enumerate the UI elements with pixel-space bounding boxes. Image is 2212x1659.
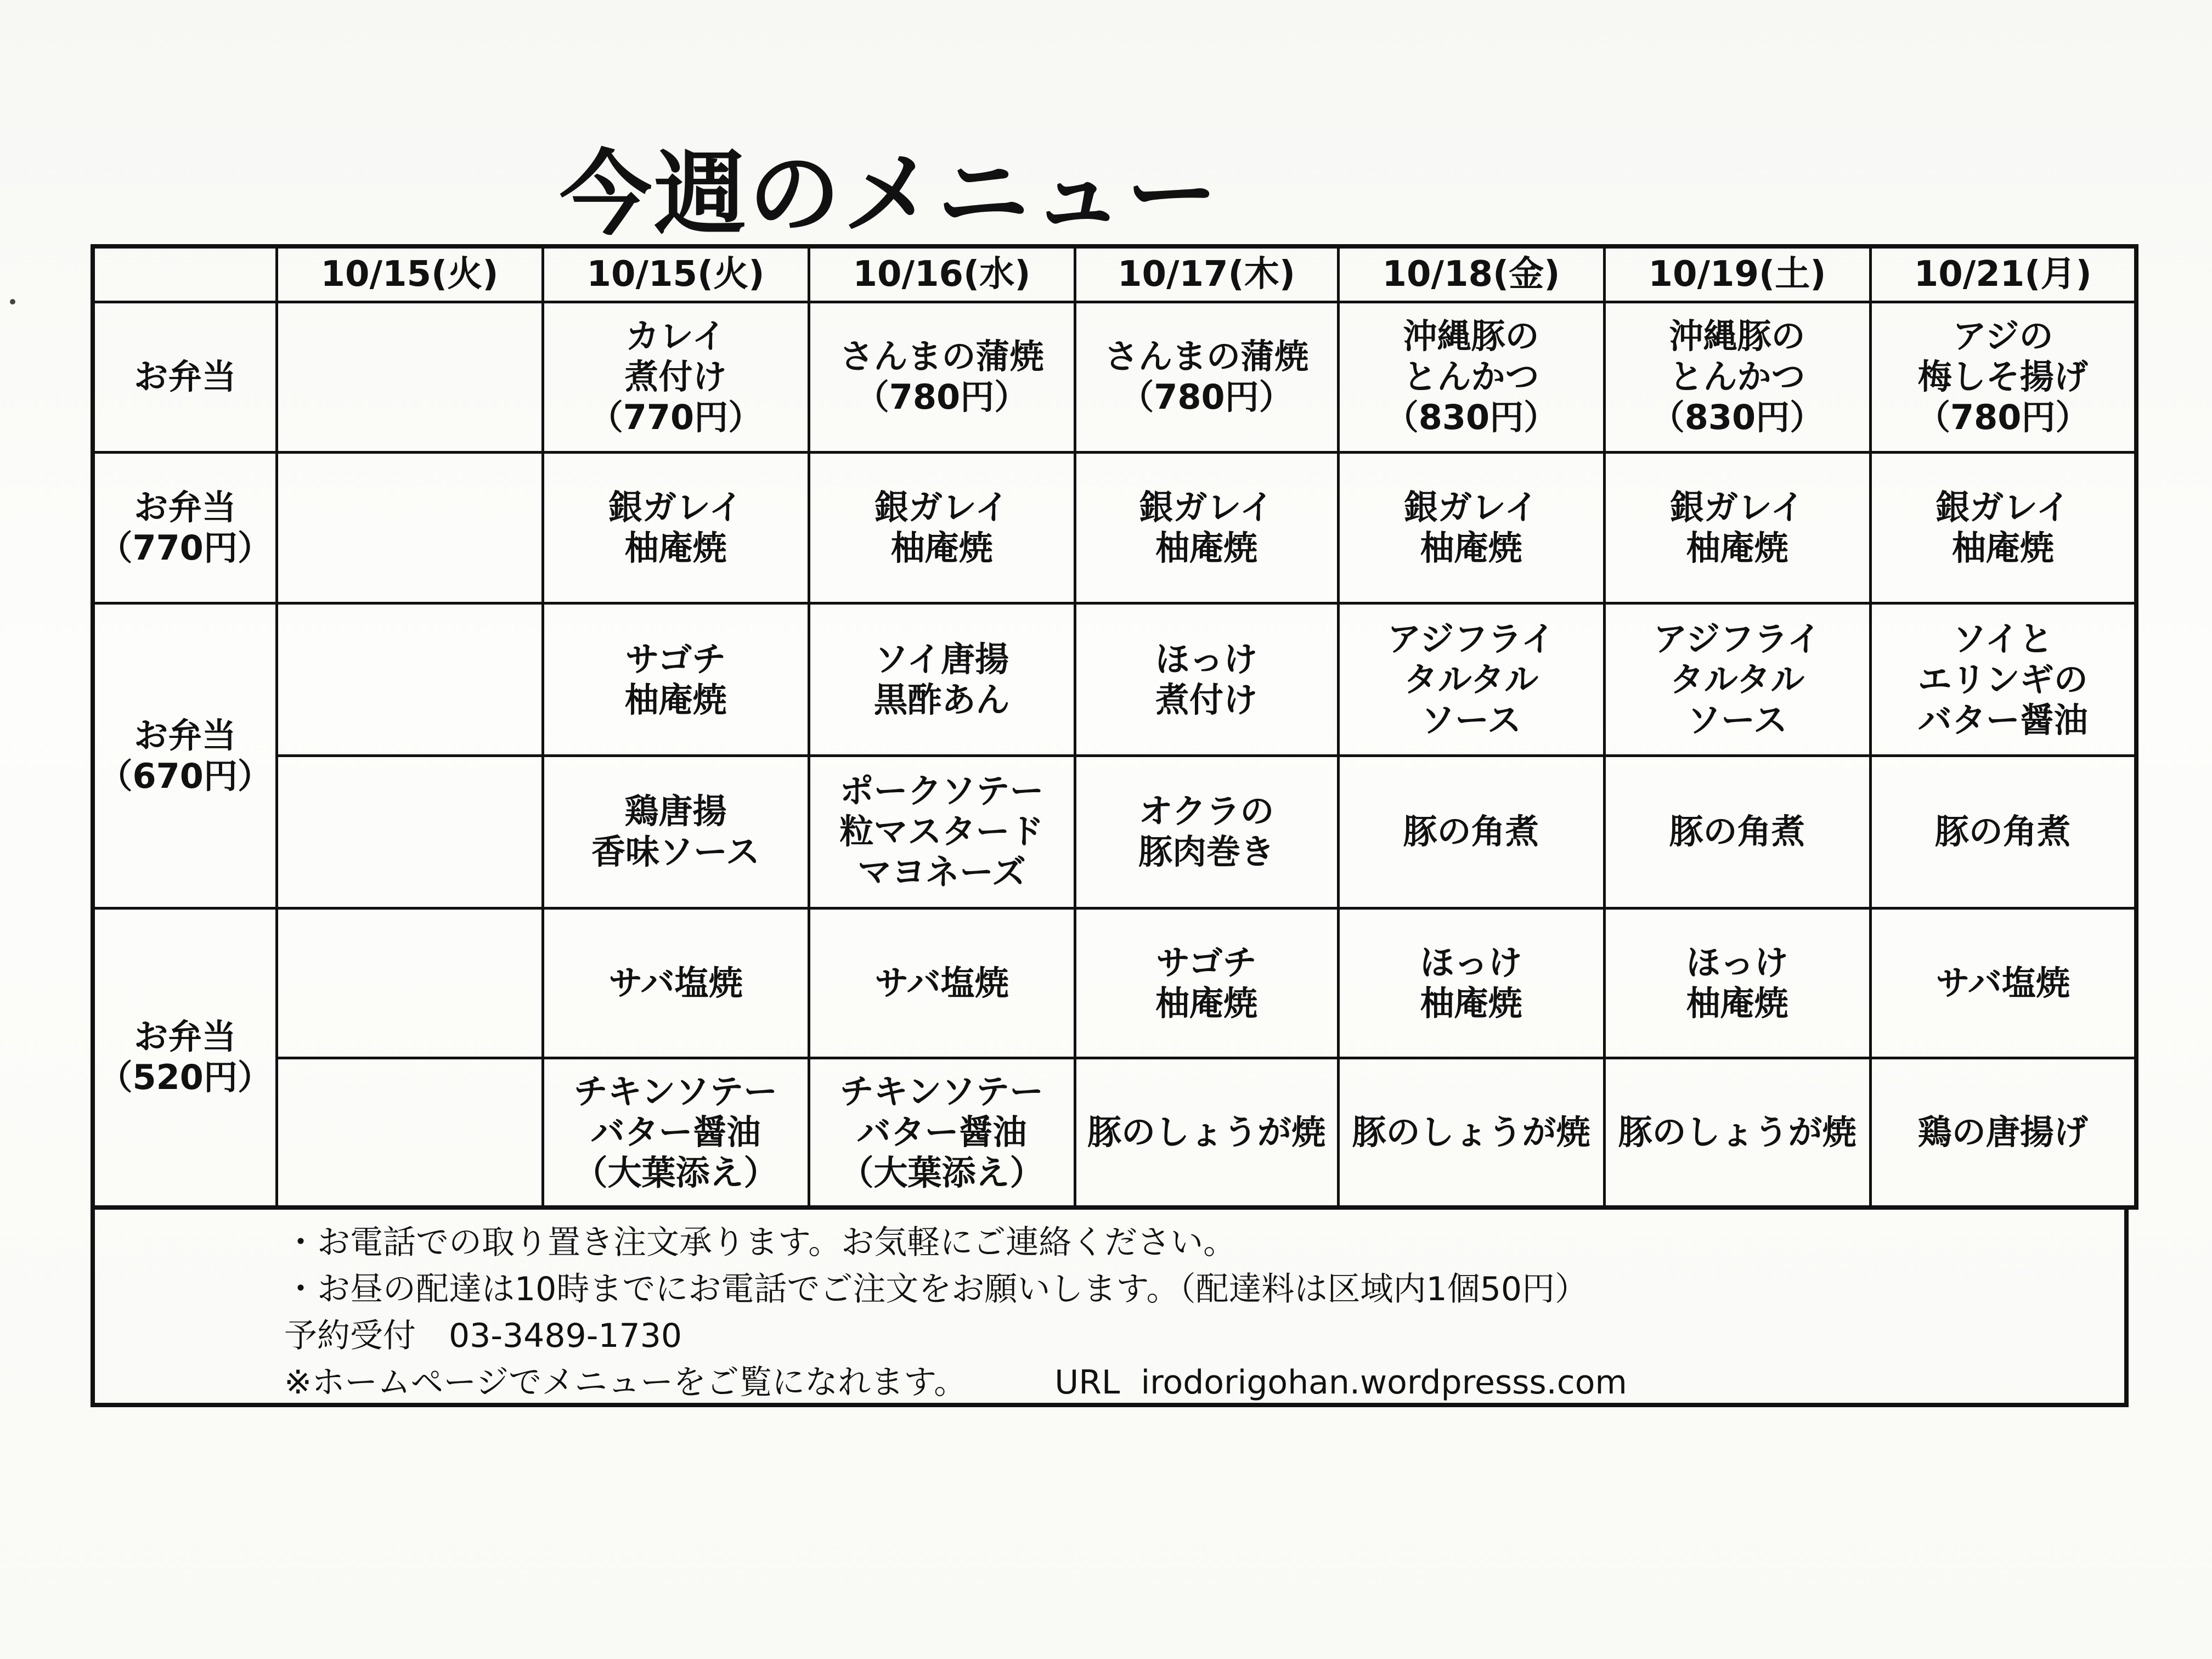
menu-cell — [276, 908, 543, 1058]
menu-cell: 豚のしょうが焼 — [1075, 1058, 1338, 1207]
row-label: お弁当 — [93, 302, 276, 453]
menu-cell: ほっけ 柚庵焼 — [1604, 908, 1870, 1058]
menu-cell — [276, 453, 543, 603]
menu-cell: アジの 梅しそ揚げ （780円） — [1870, 302, 2136, 453]
menu-cell: サゴチ 柚庵焼 — [1075, 908, 1338, 1058]
menu-cell — [276, 603, 543, 756]
menu-cell: 豚のしょうが焼 — [1338, 1058, 1604, 1207]
menu-cell: ソイ唐揚 黒酢あん — [809, 603, 1075, 756]
menu-cell: 銀ガレイ 柚庵焼 — [1338, 453, 1604, 603]
menu-cell: カレイ 煮付け （770円） — [543, 302, 809, 453]
menu-cell: アジフライ タルタル ソース — [1604, 603, 1870, 756]
menu-cell: サバ塩焼 — [543, 908, 809, 1058]
menu-cell: 豚の角煮 — [1870, 756, 2136, 909]
menu-cell: 鶏唐揚 香味ソース — [543, 756, 809, 909]
menu-cell: オクラの 豚肉巻き — [1075, 756, 1338, 909]
date-header-row — [93, 246, 2136, 302]
menu-cell — [276, 1058, 543, 1207]
menu-cell: 豚のしょうが焼 — [1604, 1058, 1870, 1207]
menu-row — [93, 302, 2136, 453]
menu-cell: 豚の角煮 — [1338, 756, 1604, 909]
url-label: URL — [1054, 1363, 1120, 1402]
menu-cell: 銀ガレイ 柚庵焼 — [1870, 453, 2136, 603]
note-homepage-text: ※ホームページでメニューをご覧になれます。 — [284, 1363, 967, 1402]
row-label: お弁当 （520円） — [93, 908, 276, 1207]
row-label: お弁当 （670円） — [93, 603, 276, 909]
menu-row — [93, 453, 2136, 603]
note-delivery: ・お昼の配達は10時までにお電話でご注文をお願いします。（配達料は区域内1個50円） — [284, 1270, 1588, 1308]
menu-cell: チキンソテー バター醤油 （大葉添え） — [543, 1058, 809, 1207]
menu-cell: サバ塩焼 — [809, 908, 1075, 1058]
menu-cell: サゴチ 柚庵焼 — [543, 603, 809, 756]
note-phone-order: ・お電話での取り置き注文承ります。お気軽にご連絡ください。 — [284, 1223, 1237, 1262]
row-label: お弁当 （770円） — [93, 453, 276, 603]
page-title: 今週のメニュー — [560, 140, 1220, 248]
notes-box — [91, 1210, 2129, 1407]
menu-cell: さんまの蒲焼 （780円） — [809, 302, 1075, 453]
menu-cell: 銀ガレイ 柚庵焼 — [1604, 453, 1870, 603]
menu-row — [93, 908, 2136, 1058]
note-homepage — [284, 1361, 1627, 1404]
menu-cell: アジフライ タルタル ソース — [1338, 603, 1604, 756]
menu-row — [93, 603, 2136, 756]
menu-cell: ほっけ 柚庵焼 — [1338, 908, 1604, 1058]
menu-cell: 銀ガレイ 柚庵焼 — [1075, 453, 1338, 603]
menu-table — [91, 244, 2138, 1210]
menu-cell: さんまの蒲焼 （780円） — [1075, 302, 1338, 453]
menu-cell: ソイと エリンギの バター醤油 — [1870, 603, 2136, 756]
menu-row — [93, 756, 2136, 909]
date-header: 10/15(火) — [276, 246, 543, 302]
date-header: 10/16(水) — [809, 246, 1075, 302]
date-header: 10/15(火) — [543, 246, 809, 302]
menu-cell: ほっけ 煮付け — [1075, 603, 1338, 756]
menu-row — [93, 1058, 2136, 1207]
date-header: 10/17(木) — [1075, 246, 1338, 302]
menu-cell: 銀ガレイ 柚庵焼 — [543, 453, 809, 603]
menu-cell — [276, 302, 543, 453]
note-reservation-phone: 予約受付 03-3489-1730 — [284, 1317, 682, 1355]
menu-cell: 沖縄豚の とんかつ （830円） — [1338, 302, 1604, 453]
menu-cell: サバ塩焼 — [1870, 908, 2136, 1058]
menu-cell: 沖縄豚の とんかつ （830円） — [1604, 302, 1870, 453]
url-link[interactable]: irodorigohan.wordpresss.com — [1141, 1363, 1627, 1402]
corner-cell — [93, 246, 276, 302]
menu-cell — [276, 756, 543, 909]
date-header: 10/21(月) — [1870, 246, 2136, 302]
paper-speck — [10, 299, 15, 304]
date-header: 10/18(金) — [1338, 246, 1604, 302]
menu-cell: ポークソテー 粒マスタード マヨネーズ — [809, 756, 1075, 909]
menu-cell: 銀ガレイ 柚庵焼 — [809, 453, 1075, 603]
menu-cell: チキンソテー バター醤油 （大葉添え） — [809, 1058, 1075, 1207]
menu-cell: 鶏の唐揚げ — [1870, 1058, 2136, 1207]
date-header: 10/19(土) — [1604, 246, 1870, 302]
menu-cell: 豚の角煮 — [1604, 756, 1870, 909]
